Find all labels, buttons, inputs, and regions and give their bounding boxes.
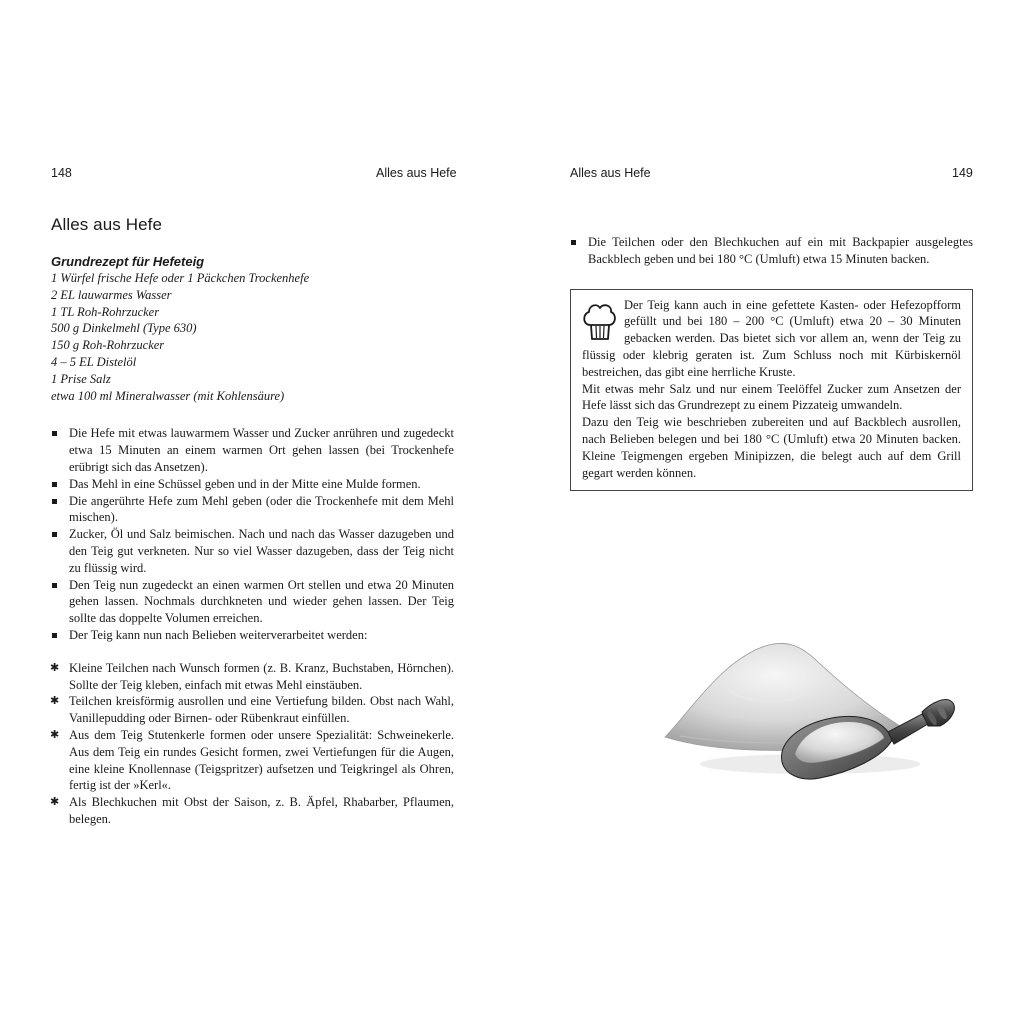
step-list <box>51 425 454 643</box>
variant-item <box>51 794 454 828</box>
chapter-title: Alles aus Hefe <box>51 215 163 234</box>
running-title-right: Alles aus Hefe <box>570 166 651 180</box>
page-number-right: 149 <box>952 166 973 180</box>
running-title-left: Alles aus Hefe <box>376 166 457 180</box>
step-item: Zucker, Öl und Salz beimischen. Nach und nach das Wasser dazugeben und den Teig gut verkneten. Nur so viel Wasser dazugeben, dass der Teig nicht zu flüssig wird. <box>51 526 454 576</box>
step-item: Der Teig kann nun nach Belieben weiterverarbeitet werden: <box>51 627 454 644</box>
flour-scoop-icon <box>660 632 970 792</box>
ingredient-item: 1 Würfel frische Hefe oder 1 Päckchen Trockenhefe <box>51 271 310 285</box>
ingredient-item: 150 g Roh-Rohrzucker <box>51 338 165 353</box>
ingredient-item: 4 – 5 EL Distelöl <box>51 354 137 369</box>
right-page <box>570 234 973 491</box>
step-list-continued <box>570 234 973 268</box>
step-item: Die Teilchen oder den Blechkuchen auf ein mit Backpapier ausgelegtes Backblech geben und bei 180 °C (Umluft) etwa 15 Minuten backen. <box>570 234 973 268</box>
ingredient-list <box>51 270 454 404</box>
variant-item <box>51 660 454 694</box>
step-item: Die Hefe mit etwas lauwarmem Wasser und Zucker anrühren und zugedeckt etwa 15 Minuten an einem warmen Ort gehen lassen (bei Trockenhefe erübrigt sich das Ansetzen). <box>51 425 454 475</box>
step-item: Die angerührte Hefe zum Mehl geben (oder die Trockenhefe mit dem Mehl mischen). <box>51 493 454 527</box>
variant-text: Als Blechkuchen mit Obst der Saison, z. B. Äpfel, Rhabarber, Pflaumen, belegen. <box>69 795 454 826</box>
tip-paragraph: Der Teig kann auch in eine gefettete Kasten- oder Hefezopfform gefüllt und bei 180 – 200 °C (Umluft) etwa 20 – 30 Minuten gebacken werden. Das bietet sich vor allem an, wenn der Teig zu flüssig oder klebrig geraten ist. Zum Schluss noch mit Kürbiskernöl bestreichen, das gibt eine herrliche Kruste. <box>582 297 961 379</box>
tip-paragraph: Dazu den Teig wie beschrieben zubereiten und auf Backblech ausrollen, nach Belieben belegen und bei 180 °C (Umluft) etwa 20 Minuten backen. Kleine Teigmengen ergeben Minipizzen, die belegt auch auf dem Grill gegart werden können. <box>582 415 961 480</box>
variant-text: Kleine Teilchen nach Wunsch formen (z. B. Kranz, Buchstaben, Hörnchen). Sollte der Teig kleben, einfach mit etwas Mehl einstäuben. <box>69 660 454 692</box>
asterisk-icon: ✱ <box>50 796 60 809</box>
ingredient-item: 500 g Dinkelmehl (Type 630) <box>51 321 197 336</box>
ingredient-item: 1 TL Roh-Rohrzucker <box>51 304 160 319</box>
ingredient-item: 2 EL lauwarmes Wasser <box>51 287 172 302</box>
tip-paragraph: Mit etwas mehr Salz und nur einem Teelöffel Zucker zum Ansetzen der Hefe lässt sich das Grundrezept zu einem Pizzateig umwandeln. <box>582 381 961 413</box>
chef-hat-icon <box>580 299 618 343</box>
asterisk-icon: ✱ <box>50 695 60 708</box>
left-page <box>51 215 454 828</box>
variant-item <box>51 727 454 794</box>
variant-list <box>51 660 454 828</box>
variant-text: Teilchen kreisförmig ausrollen und eine Vertiefung bilden. Obst nach Wahl, Vanillepudding oder Birnen- oder Rübenkraut einfüllen. <box>69 694 454 726</box>
ingredient-item: 1 Prise Salz <box>51 371 111 386</box>
ingredient-item: etwa 100 ml Mineralwasser (mit Kohlensäure) <box>51 388 285 403</box>
page-number-left: 148 <box>51 166 72 180</box>
step-item: Den Teig nun zugedeckt an einen warmen Ort stellen und etwa 20 Minuten gehen lassen. Nochmals durchkneten und wieder gehen lassen. Der Teig sollte das doppelte Volumen erreichen. <box>51 577 454 627</box>
tip-box <box>570 289 973 492</box>
asterisk-icon: ✱ <box>50 661 60 674</box>
recipe-title: Grundrezept für Hefeteig <box>51 254 205 269</box>
step-item: Das Mehl in eine Schüssel geben und in der Mitte eine Mulde formen. <box>51 476 454 493</box>
asterisk-icon: ✱ <box>50 728 60 741</box>
variant-item <box>51 693 454 727</box>
variant-text: Aus dem Teig Stutenkerle formen oder unsere Spezialität: Schweinekerle. Aus dem Teig ein rundes Gesicht formen, zwei Vertiefungen für die Augen, eine kleine Knollennase (Teigspritzer) aufsetzen und Teigkringel als Ohren, fertig ist der »Kerl«. <box>69 727 454 793</box>
